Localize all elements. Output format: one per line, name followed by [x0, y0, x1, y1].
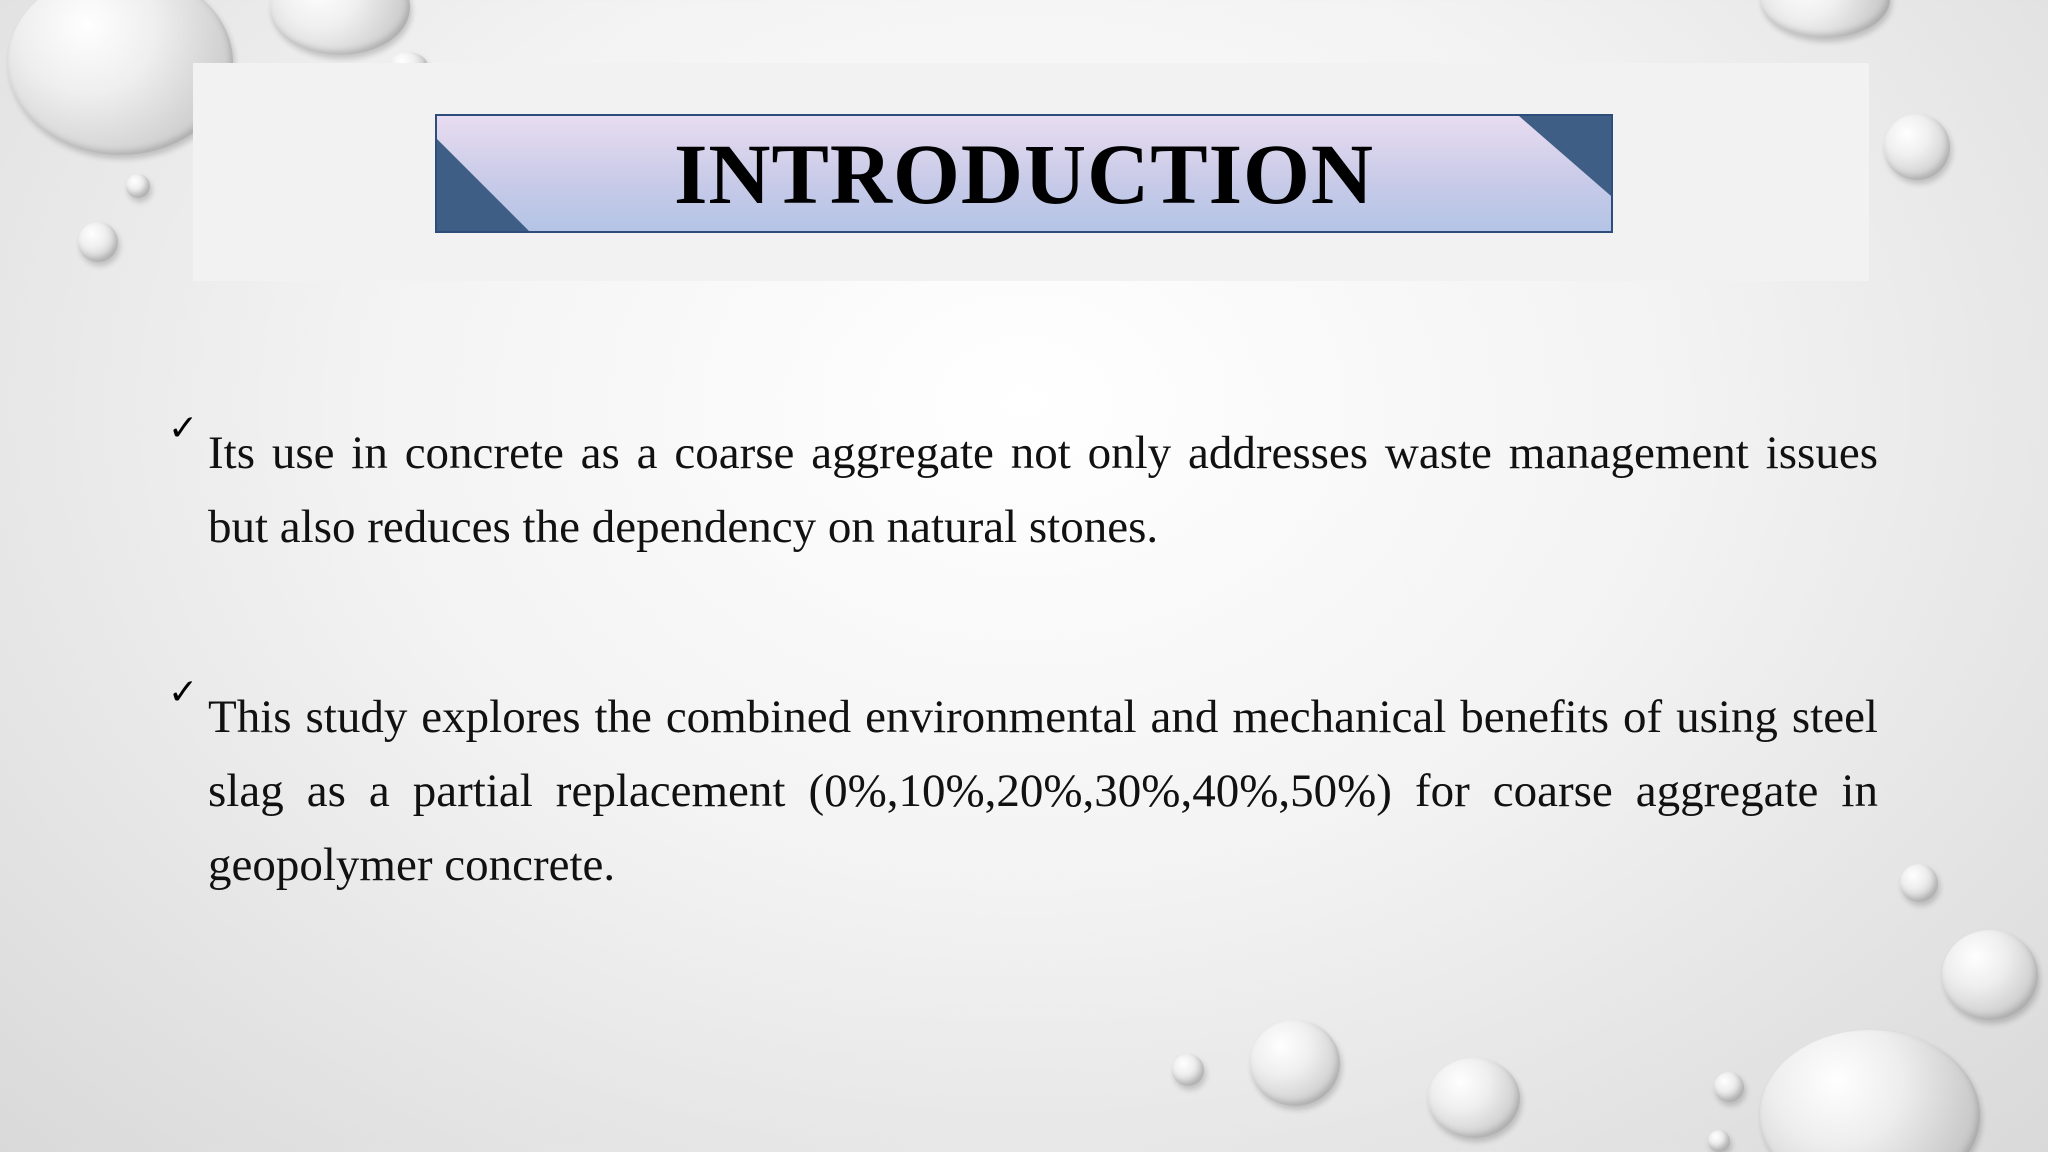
bullet-text: Its use in concrete as a coarse aggregate not only addresses waste management issues but also reduces the dependency on natural stones. — [208, 427, 1878, 553]
water-drop-decoration — [1250, 1020, 1340, 1106]
water-drop-decoration — [270, 0, 410, 55]
water-drop-decoration — [126, 174, 150, 198]
bullet-item — [168, 672, 1878, 902]
water-drop-decoration — [78, 222, 118, 262]
bullet-item — [168, 408, 1878, 564]
water-drop-decoration — [1428, 1058, 1520, 1138]
water-drop-decoration — [1942, 930, 2038, 1020]
water-drop-decoration — [1900, 864, 1938, 902]
slide-title: INTRODUCTION — [673, 125, 1375, 222]
water-drop-decoration — [1714, 1072, 1744, 1102]
water-drop-decoration — [1708, 1130, 1730, 1152]
water-drop-decoration — [1760, 1030, 1980, 1152]
title-banner — [435, 114, 1613, 233]
check-icon: ✓ — [168, 408, 199, 449]
water-drop-decoration — [1884, 114, 1950, 180]
bullet-text: This study explores the combined environmental and mechanical benefits of using steel slag as a partial replacement (0%,10%,20%,30%,40%,50%) for coarse aggregate in geopolymer concrete. — [208, 691, 1878, 891]
water-drop-decoration — [1760, 0, 1890, 38]
check-icon: ✓ — [168, 672, 199, 713]
water-drop-decoration — [1172, 1054, 1204, 1086]
